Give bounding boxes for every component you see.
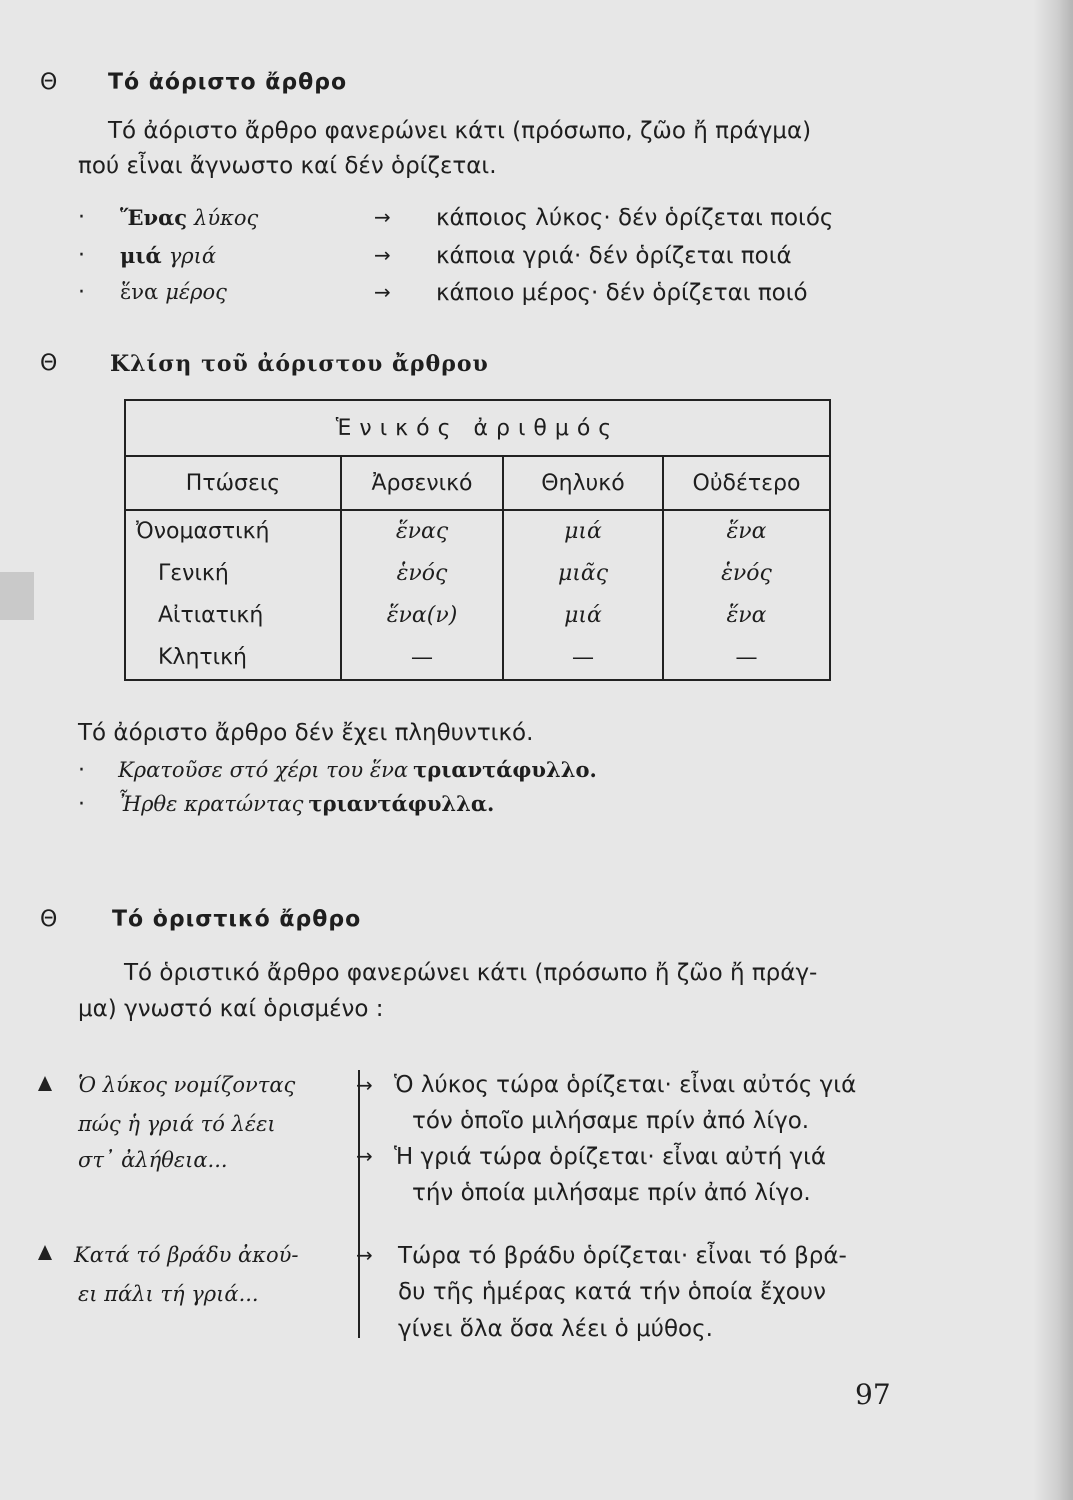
case-label: Κλητική [158, 645, 247, 670]
example-phrase [120, 205, 258, 231]
example-row [78, 280, 858, 310]
article: ἕνα [120, 280, 159, 304]
book-spine-shadow [1033, 0, 1073, 1500]
table-cell: μιά [564, 519, 602, 544]
sentence-text: Ἦρθε κρατώντας [118, 792, 304, 816]
section-title: Τό ἀόριστο ἄρθρο [108, 70, 348, 95]
table-cell: ἕνα(ν) [386, 603, 458, 628]
article: Ἕνας [120, 205, 188, 230]
table-cell: ἕνας [395, 519, 449, 544]
arrow-icon: → [356, 1073, 373, 1097]
case-label: Γενική [158, 561, 229, 586]
table-cell: ἑνός [396, 561, 448, 586]
table-cell: μιά [564, 603, 602, 628]
section-title: Τό ὁριστικό ἄρθρο [112, 907, 362, 932]
table-cell: ἑνός [721, 561, 772, 586]
cases-column [125, 510, 341, 680]
arrow-icon: → [374, 243, 391, 267]
example-left-line: Κατά τό βράδυ ἀκού- [74, 1243, 299, 1267]
section-marker-icon: Θ [40, 70, 58, 95]
example-phrase [120, 280, 227, 305]
page-number: 97 [855, 1378, 891, 1411]
example-left-line: Ὁ λύκος νομίζοντας [78, 1073, 296, 1097]
bullet: · [78, 280, 85, 305]
noun: λύκος [194, 206, 259, 230]
bullet: · [78, 792, 85, 817]
example-phrase [120, 243, 216, 269]
explanation-line: Ὁ λύκος τώρα ὁρίζεται· εἶναι αὐτός γιά [394, 1072, 857, 1098]
explanation-line: τήν ὁποία μιλήσαμε πρίν ἀπό λίγο. [412, 1180, 811, 1206]
table-cell: — [572, 645, 594, 670]
explanation: κάποιος λύκος· δέν ὁρίζεται ποιός [436, 205, 834, 231]
explanation-line: δυ τῆς ἡμέρας κατά τήν ὁποία ἔχουν [398, 1279, 826, 1305]
example-row [78, 205, 858, 235]
neuter-column [663, 510, 830, 680]
article: μιά [120, 243, 162, 268]
table-cell: μιᾶς [557, 561, 609, 586]
divider-line [358, 1070, 360, 1338]
explanation: κάποια γριά· δέν ὁρίζεται ποιά [436, 243, 792, 269]
case-label: Ὀνομαστική [136, 519, 270, 544]
arrow-icon: → [374, 280, 391, 304]
noun: γριά [168, 244, 217, 268]
example-left-line: στ᾽ ἀλήθεια... [78, 1148, 228, 1172]
example-left-line: ει πάλι τή γριά... [78, 1282, 259, 1306]
triangle-marker-icon [38, 1076, 52, 1091]
noun: μέρος [165, 280, 227, 304]
column-header: Θηλυκό [503, 456, 663, 510]
table-caption: Ἑνικός ἀριθμός [125, 400, 830, 456]
margin-tab [0, 572, 34, 620]
declension-table [124, 399, 831, 681]
section-marker-icon: Θ [40, 907, 58, 932]
column-header: Πτώσεις [125, 456, 341, 510]
section-title: Κλίση τοῦ ἀόριστου ἄρθρου [110, 351, 489, 377]
section-marker-icon: Θ [40, 351, 58, 376]
masculine-column [341, 510, 503, 680]
bullet: · [78, 243, 85, 268]
table-cell: ἕνα [726, 519, 767, 544]
example-sentence [78, 757, 597, 783]
case-label: Αἰτιατική [158, 603, 264, 628]
example-sentence [78, 791, 494, 817]
arrow-icon: → [356, 1144, 373, 1168]
paragraph-line: πού εἶναι ἄγνωστο καί δέν ὁρίζεται. [78, 153, 497, 179]
table-cell: — [735, 645, 758, 670]
column-header: Ἀρσενικό [341, 456, 503, 510]
explanation-line: Τώρα τό βράδυ ὁρίζεται· εἶναι τό βρά- [398, 1243, 847, 1269]
bullet: · [78, 758, 85, 783]
sentence-bold: τριαντάφυλλο. [413, 757, 597, 782]
paragraph-line: Τό ὁριστικό ἄρθρο φανερώνει κάτι (πρόσωπο ἤ ζῶο ἤ πράγ- [124, 960, 818, 986]
example-row [78, 243, 858, 273]
paragraph-line: Τό ἀόριστο ἄρθρο φανερώνει κάτι (πρόσωπο, ζῶο ἤ πράγμα) [108, 118, 812, 144]
paragraph-line: μα) γνωστό καί ὁρισμένο : [78, 996, 384, 1022]
bullet: · [78, 205, 85, 230]
column-header: Οὐδέτερο [663, 456, 830, 510]
explanation: κάποιο μέρος· δέν ὁρίζεται ποιό [436, 280, 808, 306]
explanation-line: τόν ὁποῖο μιλήσαμε πρίν ἀπό λίγο. [412, 1108, 810, 1134]
arrow-icon: → [374, 205, 391, 229]
sentence-bold: τριαντάφυλλα. [308, 791, 495, 816]
sentence-text: Κρατοῦσε στό χέρι του ἕνα [118, 758, 409, 782]
explanation-line: Ἡ γριά τώρα ὁρίζεται· εἶναι αὐτή γιά [394, 1144, 827, 1170]
table-cell: — [411, 645, 433, 670]
triangle-marker-icon [38, 1245, 52, 1260]
feminine-column [503, 510, 663, 680]
note-text: Τό ἀόριστο ἄρθρο δέν ἔχει πληθυντικό. [78, 720, 534, 746]
explanation-line: γίνει ὅλα ὅσα λέει ὁ μύθος. [398, 1316, 713, 1342]
example-left-line: πώς ἡ γριά τό λέει [78, 1112, 276, 1136]
table-cell: ἕνα [726, 603, 767, 628]
arrow-icon: → [356, 1243, 373, 1267]
